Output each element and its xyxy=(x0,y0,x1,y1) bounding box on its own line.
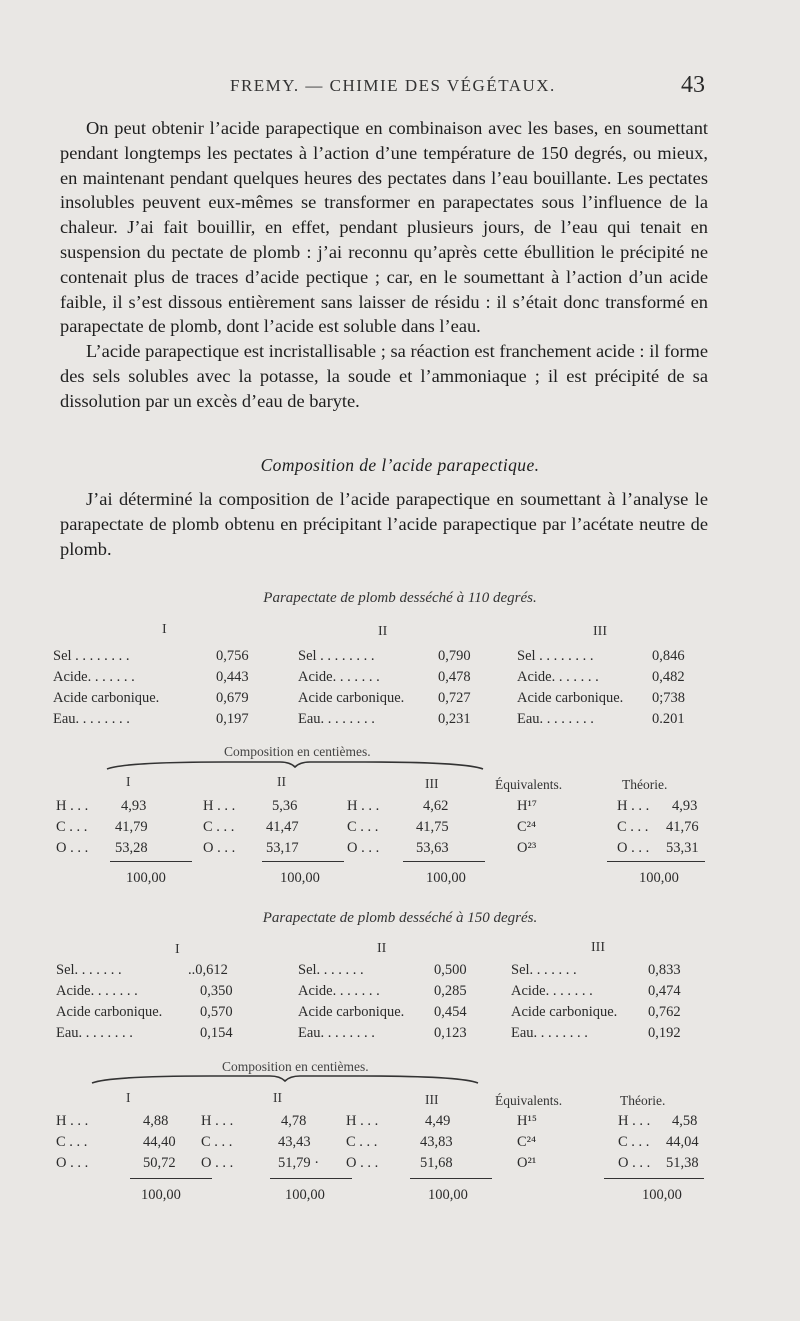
theory-value: 44,04 xyxy=(666,1134,699,1150)
cell-value: 0,500 xyxy=(434,962,467,978)
cell-value: 41,75 xyxy=(416,819,449,835)
row-label: Eau. . . . . . . . xyxy=(298,711,375,727)
total-value: 100,00 xyxy=(285,1187,325,1203)
theory-value: 53,31 xyxy=(666,840,699,856)
row-label: Acide. . . . . . . xyxy=(517,669,599,685)
row-label: Sel . . . . . . . . xyxy=(517,648,594,664)
cell-value: 4,62 xyxy=(423,798,449,814)
cell-value: 0.201 xyxy=(652,711,685,727)
row-label: Acide. . . . . . . xyxy=(56,983,138,999)
table-row xyxy=(56,1004,716,1024)
row-label: Sel . . . . . . . . xyxy=(298,648,375,664)
column-label: I xyxy=(126,1090,131,1105)
row-label: H . . . xyxy=(347,798,380,814)
row-label: O . . . xyxy=(56,1155,89,1171)
cell-value: 4,93 xyxy=(121,798,147,814)
header-title: FREMY. — CHIMIE DES VÉGÉTAUX. xyxy=(230,76,556,95)
row-label: O . . . xyxy=(617,840,650,856)
theory-value: 41,76 xyxy=(666,819,699,835)
table-row xyxy=(53,669,713,689)
sum-rule xyxy=(607,861,705,862)
running-header xyxy=(60,72,705,102)
row-label: Acide. . . . . . . xyxy=(298,669,380,685)
equivalent: C²⁴ xyxy=(517,1134,537,1150)
sum-rule xyxy=(604,1178,704,1179)
column-label: II xyxy=(377,941,387,956)
row-label: H . . . xyxy=(56,798,89,814)
cell-value: 44,40 xyxy=(143,1134,176,1150)
cell-value: 5,36 xyxy=(272,798,298,814)
cell-value: 53,28 xyxy=(115,840,148,856)
row-label: C . . . xyxy=(618,1134,650,1150)
cell-value: 4,78 xyxy=(281,1113,307,1129)
row-label: O . . . xyxy=(347,840,380,856)
theory-value: 4,58 xyxy=(672,1113,698,1129)
table-row xyxy=(56,1155,699,1175)
row-label: C . . . xyxy=(56,1134,88,1150)
cell-value: 0,846 xyxy=(652,648,685,664)
row-label: C . . . xyxy=(617,819,649,835)
sum-rule xyxy=(110,861,192,862)
row-label: Eau. . . . . . . . xyxy=(511,1025,588,1041)
row-label: Acide. . . . . . . xyxy=(298,983,380,999)
cell-value: 50,72 xyxy=(143,1155,176,1171)
column-label: Équivalents. xyxy=(495,777,563,792)
total-value: 100,00 xyxy=(280,870,320,886)
table-row xyxy=(56,1025,716,1045)
row-label: H . . . xyxy=(201,1113,234,1129)
row-label: Acide carbonique. xyxy=(298,1004,405,1020)
table-row xyxy=(53,648,713,668)
cell-value: 0,350 xyxy=(200,983,233,999)
theory-value: 51,38 xyxy=(666,1155,699,1171)
cell-value: 0,197 xyxy=(216,711,249,727)
total-value: 100,00 xyxy=(428,1187,468,1203)
cell-value: ..0,612 xyxy=(188,962,228,978)
row-label: Eau. . . . . . . . xyxy=(53,711,130,727)
cell-value: 43,83 xyxy=(420,1134,453,1150)
cell-value: 43,43 xyxy=(278,1134,311,1150)
row-label: C . . . xyxy=(346,1134,378,1150)
row-label: Sel . . . . . . . . xyxy=(53,648,130,664)
cell-value: 4,88 xyxy=(143,1113,169,1129)
cell-value: 0,679 xyxy=(216,690,249,706)
theory-value: 4,93 xyxy=(672,798,698,814)
row-label: Acide carbonique. xyxy=(298,690,405,706)
total-value: 100,00 xyxy=(141,1187,181,1203)
row-label: C . . . xyxy=(56,819,88,835)
cell-value: 41,79 xyxy=(115,819,148,835)
row-label: Sel. . . . . . . xyxy=(511,962,577,978)
column-label: II xyxy=(378,624,388,639)
cell-value: 0,570 xyxy=(200,1004,233,1020)
table-row xyxy=(56,1134,699,1154)
column-label: I xyxy=(175,942,180,957)
cell-value: 0,474 xyxy=(648,983,681,999)
body-text xyxy=(60,116,708,414)
paragraph: L’acide parapectique est incristallisable ; sa réaction est franchement acide : il forme des sels solubles avec la potasse, la soude et l’ammoniaque ; il est précipité de sa dissolution par un excès d’eau de baryte. xyxy=(60,341,708,411)
table-row xyxy=(56,962,716,982)
section-title: Composition de l’acide parapectique. xyxy=(260,455,540,475)
equivalent: C²⁴ xyxy=(517,819,537,835)
equivalent: O²¹ xyxy=(517,1155,537,1171)
equivalent: O²³ xyxy=(517,840,537,856)
sum-rule xyxy=(410,1178,492,1179)
cell-value: 0,192 xyxy=(648,1025,681,1041)
column-label: III xyxy=(593,624,607,639)
row-label: H . . . xyxy=(203,798,236,814)
cell-value: 0,833 xyxy=(648,962,681,978)
brace-divider xyxy=(90,1074,480,1084)
sum-rule xyxy=(270,1178,352,1179)
row-label: O . . . xyxy=(203,840,236,856)
cell-value: 0,478 xyxy=(438,669,471,685)
cell-value: 53,17 xyxy=(266,840,299,856)
row-label: C . . . xyxy=(347,819,379,835)
sum-rule xyxy=(403,861,485,862)
table-row xyxy=(53,690,713,710)
cell-value: 0,756 xyxy=(216,648,249,664)
cell-value: 51,79 · xyxy=(278,1155,320,1171)
table-row xyxy=(56,983,716,1003)
row-label: H . . . xyxy=(618,1113,651,1129)
equivalent: H¹⁵ xyxy=(517,1113,537,1129)
total-value: 100,00 xyxy=(126,870,166,886)
cell-value: 0,443 xyxy=(216,669,249,685)
row-label: H . . . xyxy=(617,798,650,814)
cell-value: 0,482 xyxy=(652,669,685,685)
cell-value: 0,123 xyxy=(434,1025,467,1041)
column-label: III xyxy=(425,1092,439,1107)
paragraph: J’ai déterminé la composition de l’acide parapectique en soumettant à l’analyse le parapectate de plomb obtenu en précipitant l’acide parapectique par l’acétate neutre de plomb. xyxy=(60,489,708,559)
table-title: Parapectate de plomb desséché à 110 degrés. xyxy=(263,590,537,606)
row-label: H . . . xyxy=(56,1113,89,1129)
row-label: O . . . xyxy=(618,1155,651,1171)
centiemes-caption: Composition en centièmes. xyxy=(224,744,371,759)
column-label: III xyxy=(591,940,605,955)
cell-value: 0,790 xyxy=(438,648,471,664)
paragraph: On peut obtenir l’acide parapectique en combinaison avec les bases, en soumettant pendant longtemps les pectates à l’action d’une température de 150 degrés, ou mieux, en maintenant pendant quelques heures des pectates dans l’eau bouillante. Les pectates insolubles peuvent eux-mêmes se transformer en parapectates sous l’influence de la chaleur. J’ai fait bouillir, en effet, pendant plusieurs jours, de l’eau qui tenait en suspension du pectate de plomb : j’ai reconnu qu’après cette ébullition le précipité ne contenait plus de traces d’acide pectique ; car, en le soumettant à l’action d’un acide faible, il s’est dissous entièrement sans laisser de résidu : il s’était donc transformé en parapectate de plomb, dont l’acide est soluble dans l’eau. xyxy=(60,118,708,337)
cell-value: 0,762 xyxy=(648,1004,681,1020)
row-label: C . . . xyxy=(203,819,235,835)
row-label: Acide carbonique. xyxy=(56,1004,163,1020)
row-label: Acide. . . . . . . xyxy=(511,983,593,999)
column-label: Théorie. xyxy=(622,777,668,792)
brace-divider xyxy=(105,760,485,770)
row-label: C . . . xyxy=(201,1134,233,1150)
cell-value: 0,727 xyxy=(438,690,471,706)
row-label: H . . . xyxy=(346,1113,379,1129)
column-label: II xyxy=(277,774,286,789)
cell-value: 0,285 xyxy=(434,983,467,999)
column-label: I xyxy=(162,622,167,637)
equivalent: H¹⁷ xyxy=(517,798,537,814)
column-label: I xyxy=(126,774,131,789)
sum-rule xyxy=(130,1178,212,1179)
centiemes-caption: Composition en centièmes. xyxy=(222,1059,369,1074)
row-label: Acide carbonique. xyxy=(517,690,624,706)
table-row xyxy=(56,819,699,839)
table-title: Parapectate de plomb desséché à 150 degrés. xyxy=(262,910,538,926)
cell-value: 41,47 xyxy=(266,819,299,835)
table-row xyxy=(53,711,713,731)
cell-value: 0,154 xyxy=(200,1025,233,1041)
column-label: Théorie. xyxy=(620,1093,666,1108)
cell-value: 0;738 xyxy=(652,690,686,706)
row-label: Eau. . . . . . . . xyxy=(517,711,594,727)
row-label: O . . . xyxy=(56,840,89,856)
page-number: 43 xyxy=(681,72,705,98)
intro-text xyxy=(60,487,708,561)
total-value: 100,00 xyxy=(426,870,466,886)
total-value: 100,00 xyxy=(642,1187,682,1203)
row-label: Eau. . . . . . . . xyxy=(298,1025,375,1041)
column-label: III xyxy=(425,776,439,791)
table-row xyxy=(56,1113,696,1133)
column-label: Équivalents. xyxy=(495,1093,563,1108)
cell-value: 0,454 xyxy=(434,1004,467,1020)
sum-rule xyxy=(262,861,344,862)
row-label: Acide. . . . . . . xyxy=(53,669,135,685)
total-value: 100,00 xyxy=(639,870,679,886)
row-label: Sel. . . . . . . xyxy=(298,962,364,978)
row-label: Acide carbonique. xyxy=(53,690,160,706)
cell-value: 53,63 xyxy=(416,840,449,856)
row-label: O . . . xyxy=(346,1155,379,1171)
column-label: II xyxy=(273,1090,282,1105)
table-row xyxy=(56,798,696,818)
cell-value: 4,49 xyxy=(425,1113,451,1129)
table-row xyxy=(56,840,699,860)
row-label: Eau. . . . . . . . xyxy=(56,1025,133,1041)
cell-value: 0,231 xyxy=(438,711,471,727)
row-label: Sel. . . . . . . xyxy=(56,962,122,978)
row-label: Acide carbonique. xyxy=(511,1004,618,1020)
cell-value: 51,68 xyxy=(420,1155,453,1171)
row-label: O . . . xyxy=(201,1155,234,1171)
